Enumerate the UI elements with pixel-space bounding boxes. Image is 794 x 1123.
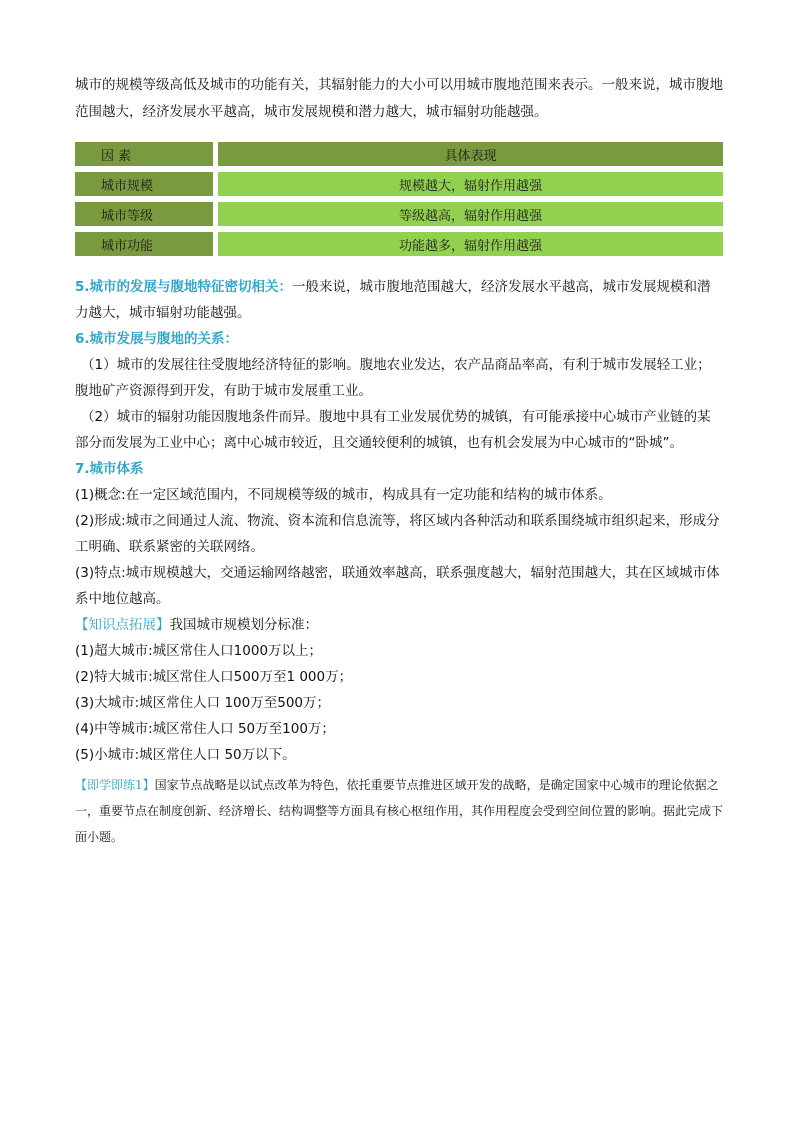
row-manifestation: 功能越多，辐射作用越强 xyxy=(218,232,723,256)
section-6-heading: 6.城市发展与腹地的关系： xyxy=(75,331,239,347)
section-7-concept: (1)概念:在一定区域范围内，不同规模等级的城市，构成具有一定功能和结构的城市体系。 xyxy=(75,487,612,503)
extension-text: 我国城市规模划分标准： xyxy=(169,617,318,633)
row-factor: 城市规模 xyxy=(75,172,213,196)
extension-item: (4)中等城市:城区常住人口 50万至100万； xyxy=(75,721,335,737)
section-5-heading: 5.城市的发展与腹地特征密切相关： xyxy=(75,279,293,295)
header-manifestation: 具体表现 xyxy=(218,142,723,166)
extension-intro xyxy=(75,612,723,638)
section-7-formation: (2)形成:城市之间通过人流、物流、资本流和信息流等，将区域内各种活动和联系围绕城市组织起来，形成分工明确、联系紧密的关联网络。 xyxy=(75,513,720,555)
row-factor: 城市功能 xyxy=(75,232,213,256)
row-factor: 城市等级 xyxy=(75,202,213,226)
practice-label: 【即学即练1】 xyxy=(75,778,155,792)
table-row xyxy=(75,202,723,226)
section-5-text: 一般来说，城市腹地范围越大，经济发展水平越高，城市发展规模和潜力越大，城市辐射功能越强。 xyxy=(75,279,711,321)
section-6-point-1: （1）城市的发展往往受腹地经济特征的影响。腹地农业发达，农产品商品率高，有利于城市发展轻工业；腹地矿产资源得到开发，有助于城市发展重工业。 xyxy=(75,357,711,399)
intro-paragraph: 城市的规模等级高低及城市的功能有关，其辐射能力的大小可以用城市腹地范围来表示。一般来说，城市腹地范围越大，经济发展水平越高，城市发展规模和潜力越大，城市辐射功能越强。 xyxy=(75,77,723,120)
extension-item: (2)特大城市:城区常住人口500万至1 000万； xyxy=(75,669,353,685)
table-header-row xyxy=(75,142,723,166)
table-row xyxy=(75,232,723,256)
practice-text: 国家节点战略是以试点改革为特色，依托重要节点推进区域开发的战略，是确定国家中心城市的理论依据之一，重要节点在制度创新、经济增长、结构调整等方面具有核心枢纽作用，其作用程度会受到空间位置的影响。据此完成下面小题。 xyxy=(75,778,724,844)
table-row xyxy=(75,172,723,196)
section-5-paragraph xyxy=(75,274,723,326)
row-manifestation: 等级越高，辐射作用越强 xyxy=(218,202,723,226)
header-factor: 因 素 xyxy=(75,142,213,166)
extension-item: (5)小城市:城区常住人口 50万以下。 xyxy=(75,747,296,763)
extension-item: (1)超大城市:城区常住人口1000万以上； xyxy=(75,643,323,659)
row-manifestation: 规模越大，辐射作用越强 xyxy=(218,172,723,196)
factors-table xyxy=(75,136,723,262)
section-7-features: (3)特点:城市规模越大，交通运输网络越密，联通效率越高，联系强度越大，辐射范围越大，其在区域城市体系中地位越高。 xyxy=(75,565,720,607)
extension-label: 【知识点拓展】 xyxy=(75,617,170,633)
section-7-heading: 7.城市体系 xyxy=(75,461,144,477)
extension-item: (3)大城市:城区常住人口 100万至500万； xyxy=(75,695,330,711)
practice-paragraph xyxy=(75,772,723,850)
document-content xyxy=(75,72,723,850)
section-6-point-2: （2）城市的辐射功能因腹地条件而异。腹地中具有工业发展优势的城镇，有可能承接中心城市产业链的某部分而发展为工业中心；离中心城市较近，且交通较便利的城镇，也有机会发展为中心城市的“卧城”。 xyxy=(75,409,711,451)
